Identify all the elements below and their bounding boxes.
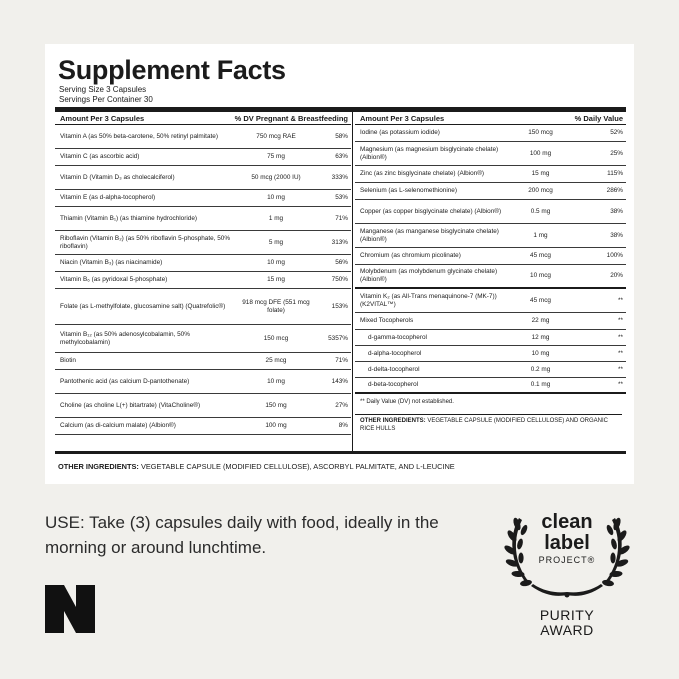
nutrient-amount: 750 mcg RAE [256,132,296,140]
left-nutrient-row [55,289,351,325]
badge-word-purity: PURITY [539,607,595,623]
nutrient-daily-value: 63% [335,153,348,160]
left-nutrient-row [55,166,351,190]
nutrient-amount: 45 mcg [530,252,551,259]
nutrient-daily-value: 5357% [328,334,348,342]
left-nutrient-row [55,125,351,149]
nutrient-name: d-alpha-tocopherol [368,349,422,357]
nutrient-daily-value: 38% [610,207,623,215]
nutrient-name: Copper (as copper bisglycinate chelate) (Albion®) [360,207,502,215]
right-nutrient-row [355,330,626,346]
nutrient-amount: 10 mg [531,349,550,357]
nutrient-name: d-delta-tocopherol [368,365,420,373]
right-nutrient-row [355,166,626,183]
right-nutrient-row [355,362,626,378]
nutrient-daily-value: 25% [610,149,623,157]
nutrient-amount: 12 mg [531,333,550,341]
nutrient-amount: 15 mg [531,170,550,177]
nutrient-name: Magnesium (as magnesium bisglycinate chelate) (Albion®) [360,145,499,161]
nutrient-daily-value: 8% [338,422,348,429]
nutrient-amount: 50 mcg (2000 IU) [251,173,301,181]
right-nutrient-row [355,313,626,330]
nutrient-daily-value: 286% [606,187,623,194]
nutrient-amount: 10 mcg [530,272,551,279]
left-nutrient-row [55,149,351,166]
nutrient-name: Vitamin E (as d-alpha-tocopherol) [60,194,156,201]
nutrient-name: d-beta-tocopherol [368,381,419,388]
right-column [355,112,626,434]
nutrient-daily-value: 20% [610,272,623,279]
nutrient-name: Vitamin B₆ (as pyridoxal 5-phosphate) [60,276,168,283]
nutrient-daily-value: ** [618,365,623,373]
nutrient-amount: 0.2 mg [530,365,551,373]
nutrient-amount: 0.1 mg [530,381,551,388]
left-nutrient-row [55,272,351,289]
right-nutrient-row [355,142,626,166]
nutrient-name: Vitamin B₁₂ (as 50% adenosylcobalamin, 50% methylcobalamin) [60,330,190,346]
nutrient-daily-value: 750% [331,276,348,283]
nutrient-daily-value: ** [618,317,623,324]
nutrient-name: Vitamin D (Vitamin D₃ as cholecalciferol) [60,173,175,181]
nutrient-amount: 10 mg [267,194,285,201]
other-ingredients-right-text: VEGETABLE CAPSULE (MODIFIED CELLULOSE) AND ORGANIC RICE HULLS [360,418,608,432]
badge-word-clean: clean [541,511,593,533]
nutrient-name: Vitamin C (as ascorbic acid) [60,153,140,160]
nutrient-daily-value: ** [618,381,623,388]
right-column-header [355,112,626,125]
nutrient-daily-value: 71% [335,214,348,222]
nutrient-name: Biotin [60,357,76,364]
right-nutrient-row [355,224,626,248]
left-nutrient-row [55,190,351,207]
nutrient-name: Zinc (as zinc bisglycinate chelate) (Albion®) [360,170,485,177]
nutrient-daily-value: 58% [335,132,348,140]
nutrient-amount: 10 mg [267,377,285,385]
nutrient-amount: 1 mg [268,214,284,222]
nutrient-amount: 75 mg [267,153,285,160]
nutrient-amount: 0.5 mg [530,207,551,215]
nutrient-amount: 150 mcg [528,129,553,136]
nutrient-amount: 918 mcg DFE (551 mcg folate) [242,298,310,314]
nutrient-daily-value: 313% [331,238,348,246]
left-dv-header: % DV Pregnant & Breastfeeding [234,113,348,123]
nutrient-amount: 100 mg [265,422,287,429]
left-nutrient-row [55,394,351,418]
right-dv-header: % Daily Value [574,113,623,123]
nutrient-name: Calcium (as di-calcium malate) (Albion®) [60,422,176,429]
nutrient-amount: 15 mg [267,276,285,283]
supplement-facts-panel [45,44,634,484]
left-nutrient-row [55,255,351,272]
bottom-rule [55,451,626,454]
nutrient-daily-value: 333% [331,173,348,181]
nutrient-name: Choline (as choline L(+) bitartrate) (VitaCholine®) [60,401,201,409]
left-column [55,112,351,435]
nutrient-name: Riboflavin (Vitamin B₂) (as 50% riboflavin 5-phosphate, 50% riboflavin) [60,234,231,250]
serving-size: Serving Size 3 Capsules [59,85,147,94]
other-ingredients-right [355,414,622,434]
nutrient-daily-value: 53% [335,194,348,201]
nutrient-amount: 22 mg [531,317,550,324]
nutrient-daily-value: 153% [331,302,348,310]
nutrient-amount: 25 mcg [265,357,287,364]
nutrient-name: d-gamma-tocopherol [368,333,427,341]
badge-word-project: PROJECT® [538,555,596,565]
right-nutrient-row [355,183,626,200]
right-nutrient-row [355,346,626,362]
nutrient-amount: 1 mg [533,231,548,239]
nutrient-daily-value: ** [618,333,623,341]
usage-instructions: USE: Take (3) capsules daily with food, ideally in the morning or around lunchtime. [45,513,439,557]
nutrient-amount: 150 mg [265,401,287,409]
dv-footnote: ** Daily Value (DV) not established. [360,399,454,405]
servings-per-container: Servings Per Container 30 [59,95,153,104]
clean-label-badge [497,500,637,650]
column-divider [352,112,353,451]
other-ingredients-right-label: OTHER INGREDIENTS: [360,418,426,424]
nutrient-name: Chromium (as chromium picolinate) [360,252,461,259]
nutrient-name: Molybdenum (as molybdenum glycinate chelate) (Albion®) [360,268,498,283]
right-nutrient-row [355,378,626,394]
nutrient-name: Pantothenic acid (as calcium D-pantothenate) [60,377,190,385]
left-nutrient-row [55,353,351,370]
other-ingredients-left [58,462,455,471]
left-column-header [55,112,351,125]
nutrient-name: Vitamin K₂ (as All-Trans menaquinone-7 (MK-7)) (K2VITAL™) [360,292,497,308]
nutrient-daily-value: 115% [607,170,623,177]
nutrient-daily-value: 56% [335,259,348,266]
nutrient-amount: 150 mcg [263,334,289,342]
brand-n-logo-icon [45,585,95,633]
right-nutrient-row [355,248,626,265]
nutrient-amount: 100 mg [529,149,552,157]
badge-word-label: label [544,532,590,554]
left-nutrient-row [55,231,351,255]
other-ingredients-left-text: VEGETABLE CAPSULE (MODIFIED CELLULOSE), ASCORBYL PALMITATE, AND L-LEUCINE [140,462,455,471]
nutrient-name: Folate (as L-methylfolate, glucosamine salt) (Quatrefolic®) [60,302,226,310]
nutrient-amount: 5 mg [268,238,284,246]
nutrient-amount: 45 mcg [530,296,551,304]
nutrient-name: Selenium (as L-selenomethionine) [360,187,457,194]
left-nutrient-row [55,207,351,231]
right-nutrient-row [355,200,626,224]
right-amount-header: Amount Per 3 Capsules [360,113,445,123]
nutrient-daily-value: ** [618,296,623,304]
nutrient-daily-value: 27% [335,401,348,409]
other-ingredients-left-label: OTHER INGREDIENTS: [58,462,139,471]
nutrient-daily-value: 52% [610,129,623,136]
right-nutrient-row [355,289,626,313]
nutrient-daily-value: 143% [331,377,348,385]
nutrient-name: Iodine (as potassium iodide) [360,129,440,136]
nutrient-daily-value: ** [618,349,623,357]
nutrient-name: Vitamin A (as 50% beta-carotene, 50% retinyl palmitate) [60,132,218,140]
nutrient-amount: 200 mcg [528,187,553,194]
nutrient-name: Manganese (as manganese bisglycinate chelate) (Albion®) [360,227,499,243]
nutrient-daily-value: 71% [335,357,348,364]
nutrient-amount: 10 mg [267,259,285,266]
badge-word-award: AWARD [540,622,594,639]
badge-award-text [497,608,637,639]
nutrient-daily-value: 38% [610,231,623,239]
nutrient-name: Thiamin (Vitamin B₁) (as thiamine hydrochloride) [60,214,198,222]
right-nutrient-row [355,125,626,142]
left-nutrient-row [55,325,351,353]
left-nutrient-row [55,370,351,394]
facts-title: Supplement Facts [58,55,286,85]
nutrient-name: Niacin (Vitamin B₃) (as niacinamide) [60,259,163,266]
right-nutrient-row [355,265,626,289]
nutrient-name: Mixed Tocopherols [360,317,414,324]
nutrient-daily-value: 100% [606,252,623,259]
left-nutrient-row [55,418,351,435]
left-amount-header: Amount Per 3 Capsules [60,113,145,123]
